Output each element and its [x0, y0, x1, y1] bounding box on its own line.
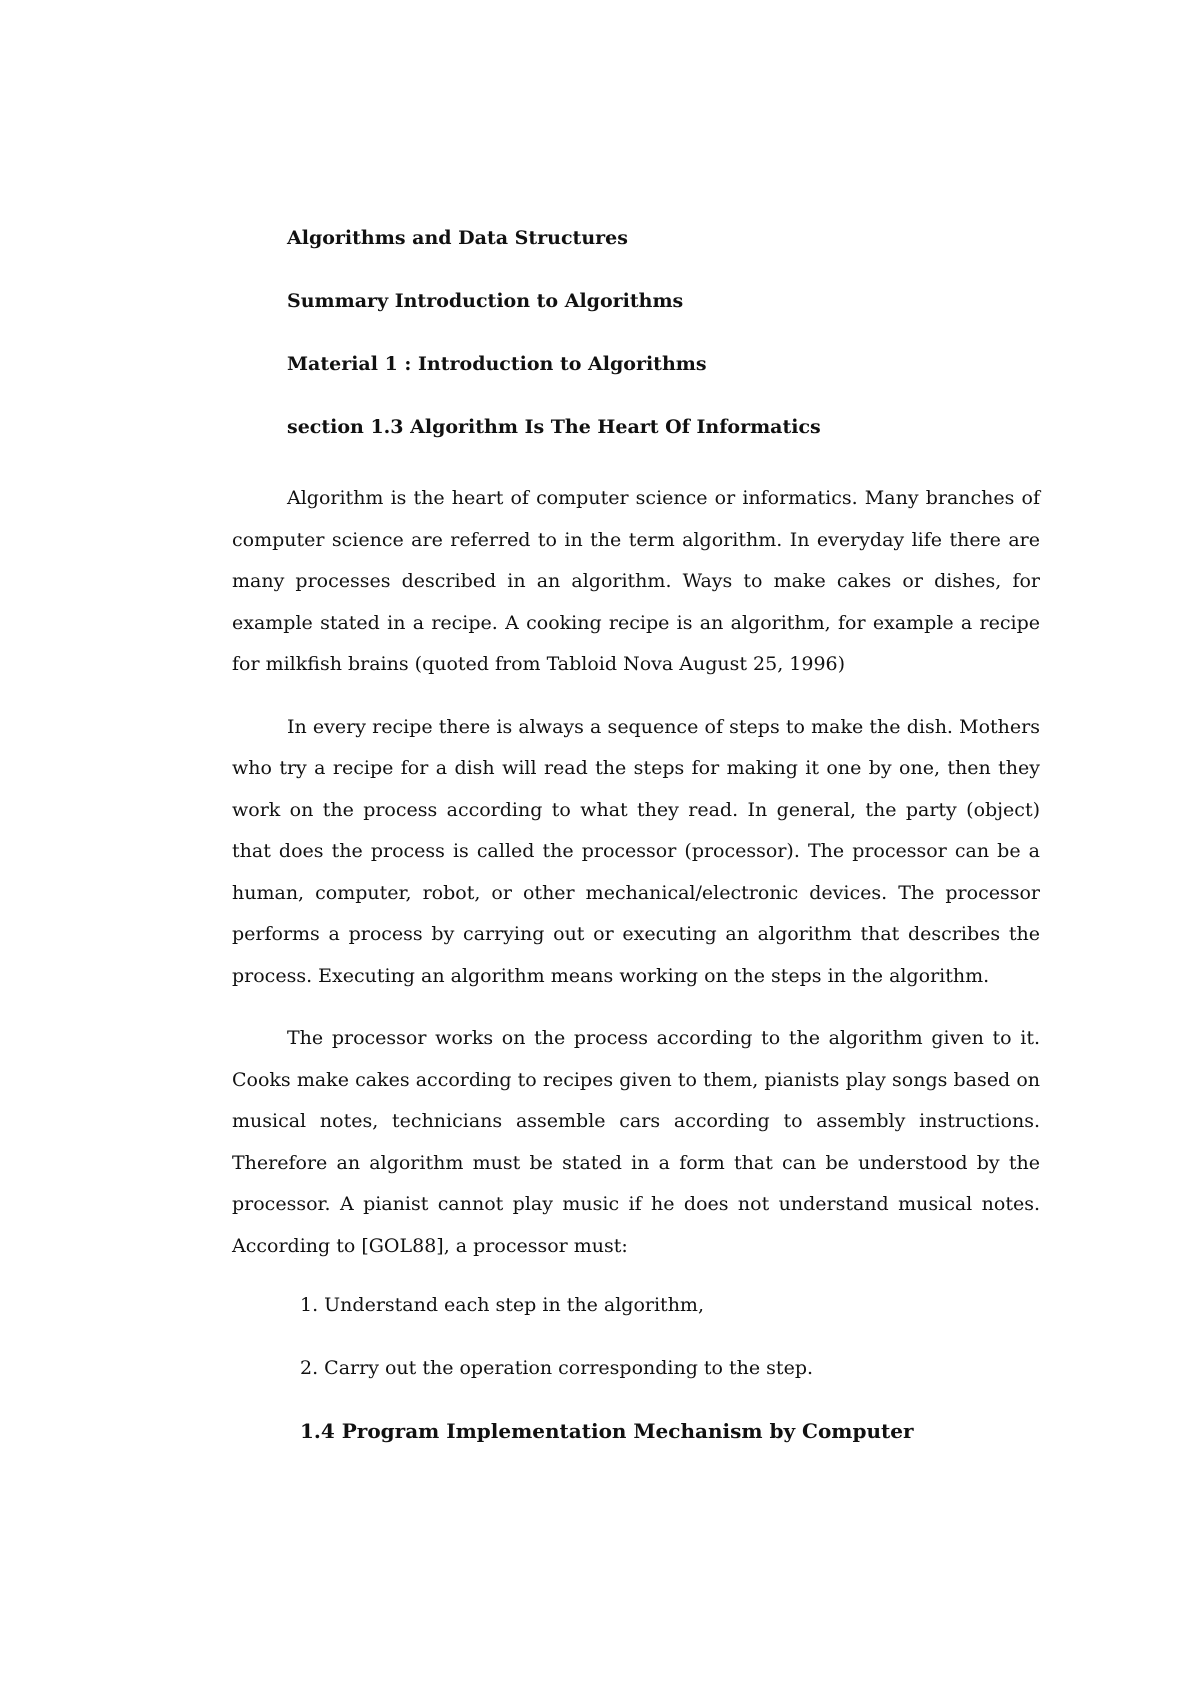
section-heading: section 1.3 Algorithm Is The Heart Of Informatics — [287, 416, 821, 438]
material-heading: Material 1 : Introduction to Algorithms — [287, 353, 707, 375]
document-title: Algorithms and Data Structures — [287, 227, 628, 249]
list-item-1: 1. Understand each step in the algorithm, — [300, 1294, 704, 1316]
summary-heading: Summary Introduction to Algorithms — [287, 290, 684, 312]
document-content — [232, 226, 1040, 1444]
paragraph-2: In every recipe there is always a sequence of steps to make the dish. Mothers who try a recipe for a dish will read the steps for making it one by one, then they work on the process according to what they read. In general, the party (object) that does the process is called the processor (processor). The processor can be a human, computer, robot, or other mechanical/electronic devices. The processor performs a process by carrying out or executing an algorithm that describes the process. Executing an algorithm means working on the steps in the algorithm. — [232, 715, 1040, 987]
paragraph-1: Algorithm is the heart of computer science or informatics. Many branches of computer science are referred to in the term algorithm. In everyday life there are many processes described in an algorithm. Ways to make cakes or dishes, for example stated in a recipe. A cooking recipe is an algorithm, for example a recipe for milkfish brains (quoted from Tabloid Nova August 25, 1996) — [232, 487, 1040, 675]
paragraph-3: The processor works on the process according to the algorithm given to it. Cooks make cakes according to recipes given to them, pianists play songs based on musical notes, technicians assemble cars according to assembly instructions. Therefore an algorithm must be stated in a form that can be understood by the processor. A pianist cannot play music if he does not understand musical notes. According to [GOL88], a processor must: — [232, 1027, 1040, 1257]
subsection-heading: 1.4 Program Implementation Mechanism by Computer — [300, 1419, 914, 1443]
list-item-2: 2. Carry out the operation corresponding to the step. — [300, 1357, 814, 1379]
